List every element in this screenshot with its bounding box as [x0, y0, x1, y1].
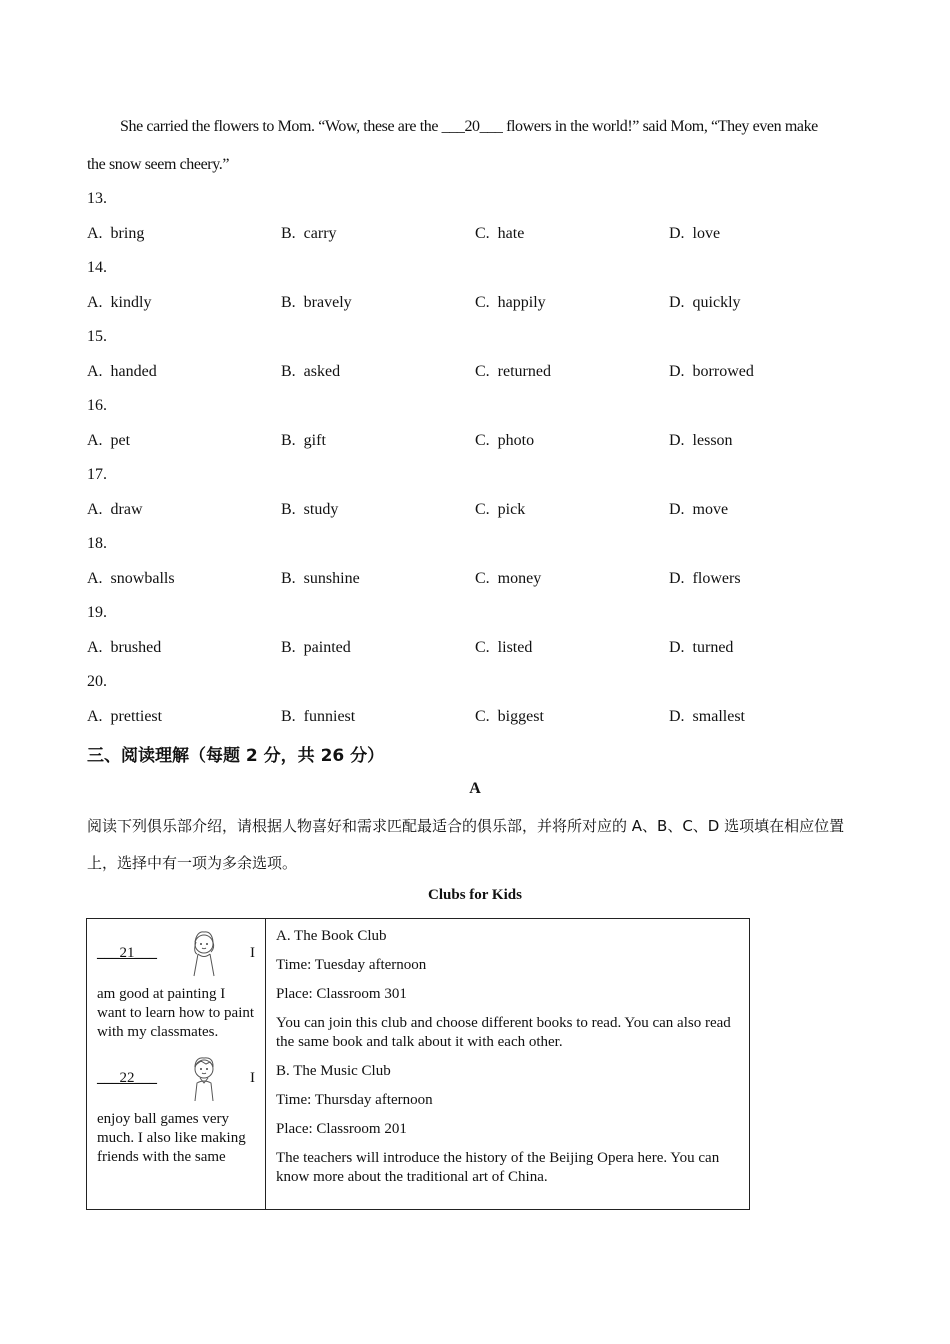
answer-option: D. move — [669, 501, 729, 518]
answer-option: D. borrowed — [669, 363, 754, 380]
answer-option: A. kindly — [87, 294, 152, 311]
question-number: 16. — [87, 397, 107, 414]
blank-20: ___20___ — [441, 118, 503, 135]
club-b-place: Place: Classroom 201 — [276, 1121, 407, 1137]
answer-option: A. handed — [87, 363, 157, 380]
club-a-desc: You can join this club and choose different books to read. You can also read the same book and talk about it with each other. — [276, 1015, 731, 1050]
answer-option: B. painted — [281, 639, 351, 656]
answer-option: B. study — [281, 501, 339, 518]
question-number: 14. — [87, 259, 107, 276]
answer-option: C. biggest — [475, 708, 544, 725]
instructions: 阅读下列俱乐部介绍，请根据人物喜好和需求匹配最适合的俱乐部，并将所对应的 A、B、C、D 选项填在相应位置上，选择中有一项为多余选项。 — [87, 817, 845, 872]
kid-desc-22: enjoy ball games very much. I also like making friends with the same — [97, 1111, 246, 1165]
answer-option: C. pick — [475, 501, 526, 518]
part-heading: A — [469, 780, 481, 797]
girl-avatar-icon — [187, 928, 221, 978]
question-number: 17. — [87, 466, 107, 483]
blank-22: ___22___ — [97, 1069, 157, 1086]
answer-option: D. quickly — [669, 294, 741, 311]
answer-option: B. bravely — [281, 294, 352, 311]
answer-option: B. sunshine — [281, 570, 360, 587]
club-a-time: Time: Tuesday afternoon — [276, 957, 427, 973]
answer-option: A. bring — [87, 225, 145, 242]
passage-paragraph — [87, 108, 867, 184]
clubs-table — [86, 918, 750, 1210]
answer-option: C. photo — [475, 432, 535, 449]
answer-option: D. turned — [669, 639, 734, 656]
answer-option: B. funniest — [281, 708, 356, 725]
table-title: Clubs for Kids — [428, 887, 522, 903]
answer-option: B. gift — [281, 432, 326, 449]
club-b-desc: The teachers will introduce the history of the Beijing Opera here. You can know more about the traditional art of China. — [276, 1150, 720, 1185]
kid-desc-21: am good at painting I want to learn how to paint with my classmates. — [97, 986, 255, 1040]
passage-text-before: She carried the flowers to Mom. “Wow, these are the — [120, 118, 442, 135]
answer-option: D. love — [669, 225, 721, 242]
answer-option: A. pet — [87, 432, 131, 449]
kid-word-21: I — [250, 944, 255, 961]
answer-option: C. hate — [475, 225, 525, 242]
answer-option: A. snowballs — [87, 570, 175, 587]
kids-cell — [87, 919, 266, 1210]
blank-21: ___21___ — [97, 944, 157, 961]
question-number: 15. — [87, 328, 107, 345]
answer-option: C. happily — [475, 294, 546, 311]
club-b-time: Time: Thursday afternoon — [276, 1092, 433, 1108]
answer-option: C. returned — [475, 363, 551, 380]
answer-option: C. listed — [475, 639, 533, 656]
passage-line-2: the snow seem cheery.” — [87, 156, 230, 173]
answer-option: A. draw — [87, 501, 143, 518]
club-a-place: Place: Classroom 301 — [276, 986, 407, 1002]
answer-option: B. carry — [281, 225, 337, 242]
kid-row-21 — [97, 927, 255, 979]
answer-option: D. flowers — [669, 570, 741, 587]
answer-option: D. lesson — [669, 432, 733, 449]
answer-option: A. prettiest — [87, 708, 163, 725]
kid-row-22 — [97, 1052, 255, 1104]
section-title: 三、阅读理解（每题 2 分，共 26 分） — [87, 746, 385, 766]
answer-option: A. brushed — [87, 639, 162, 656]
answer-option: B. asked — [281, 363, 341, 380]
boy-avatar-icon — [187, 1053, 221, 1103]
club-a-name: A. The Book Club — [276, 928, 387, 944]
question-number: 20. — [87, 673, 107, 690]
club-b-name: B. The Music Club — [276, 1063, 391, 1079]
clubs-cell — [266, 919, 750, 1210]
answer-option: D. smallest — [669, 708, 745, 725]
question-number: 13. — [87, 190, 107, 207]
passage-text-after: flowers in the world!” said Mom, “They even make — [502, 118, 818, 135]
question-number: 19. — [87, 604, 107, 621]
answer-option: C. money — [475, 570, 542, 587]
kid-word-22: I — [250, 1069, 255, 1086]
question-number: 18. — [87, 535, 107, 552]
